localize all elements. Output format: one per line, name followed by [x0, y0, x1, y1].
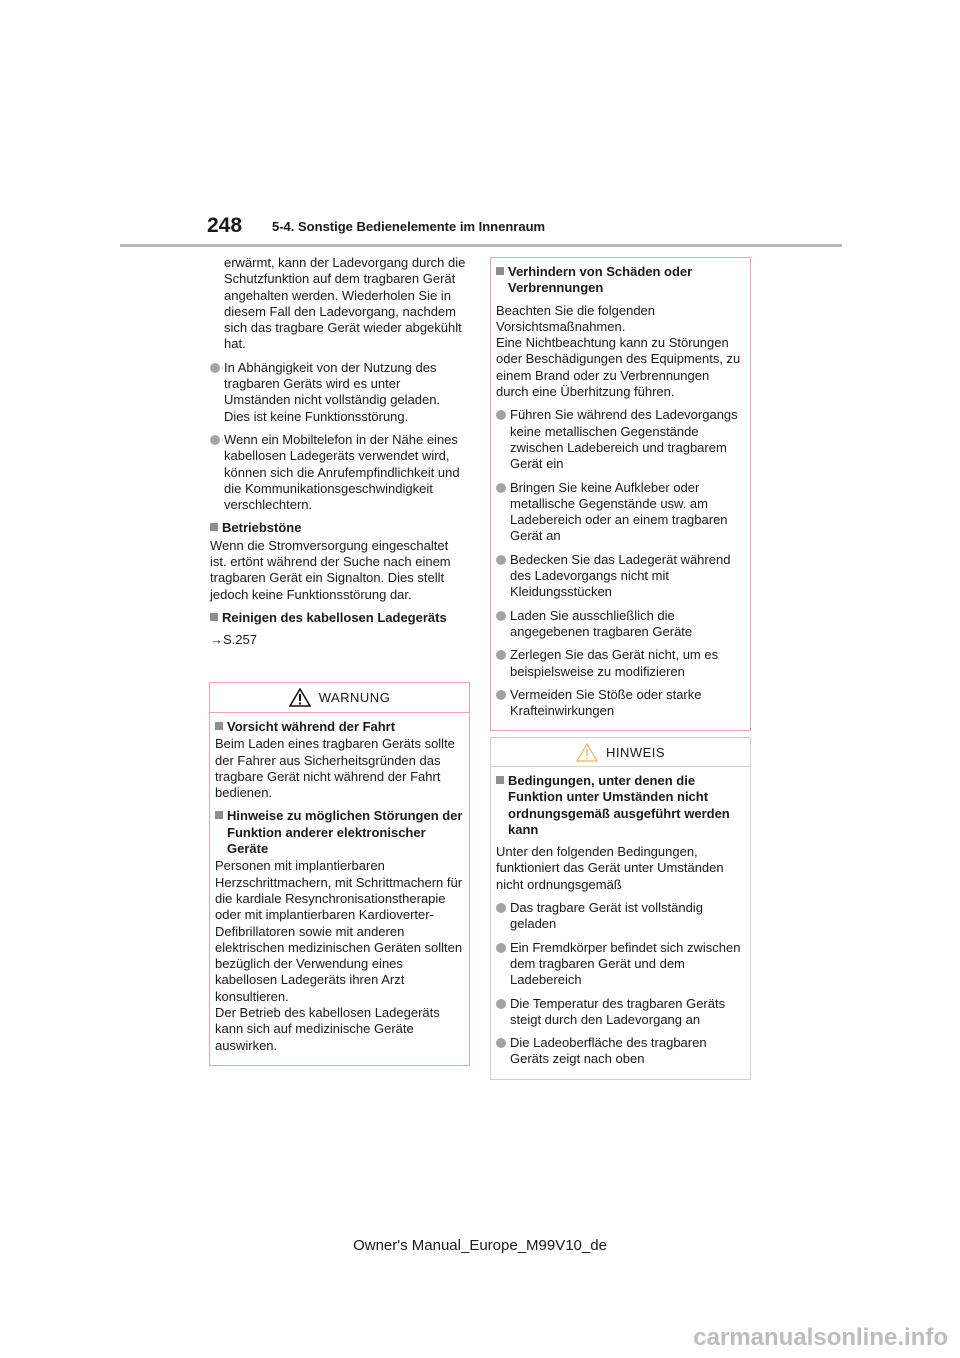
list-item: Zerlegen Sie das Gerät nicht, um es beispielsweise zu modifizieren: [496, 647, 745, 680]
warning-text: Beachten Sie die folgenden Vorsichtsmaßnahmen.: [496, 302, 656, 334]
notice-title: HINWEIS: [605, 744, 666, 760]
list-item-note: Dies ist keine Funktionsstörung.: [224, 408, 409, 424]
list-item-text: In Abhängigkeit von der Nutzung des tragbaren Geräts wird es unter Umständen nicht vollständig geladen.: [224, 359, 441, 408]
page-number: 248: [207, 214, 243, 237]
text-betriebstoene: Wenn die Stromversorgung eingeschaltet ist. ertönt während der Suche nach einem tragbaren Gerät ein Signalton. Dies stellt jedoch keine Funktionsstörung dar.: [210, 537, 451, 602]
warning-box-continued: [490, 257, 751, 731]
list-item: Führen Sie während des Ladevorgangs keine metallischen Gegenstände zwischen Ladebereich und tragbarem Gerät ein: [496, 407, 745, 472]
page-reference[interactable]: →S.257: [210, 632, 257, 648]
warning-text: Beim Laden eines tragbaren Geräts sollte der Fahrer aus Sicherheitsgründen das tragbare Gerät nicht während der Fahrt bedienen.: [215, 736, 455, 801]
warning-box: [209, 682, 470, 1066]
warning-title: WARNUNG: [318, 690, 391, 705]
section-title: 5-4. Sonstige Bedienelemente im Innenraum: [272, 219, 546, 234]
list-item: [210, 360, 468, 425]
notice-box: [490, 737, 751, 1080]
footer-manual-name: Owner's Manual_Europe_M99V10_de: [353, 1237, 607, 1254]
notice-box-header: [491, 738, 750, 767]
warning-body: [210, 713, 469, 1065]
notice-heading: Bedingungen, unter denen die Funktion unter Umständen nicht ordnungsgemäß ausgeführt werden kann: [496, 773, 745, 838]
list-item: Vermeiden Sie Stöße oder starke Krafteinwirkungen: [496, 687, 745, 720]
list-item: Ein Fremdkörper befindet sich zwischen dem tragbaren Gerät und dem Ladebereich: [496, 940, 745, 989]
warning-triangle-icon: [289, 688, 311, 707]
list-item: Bedecken Sie das Ladegerät während des Ladevorgangs nicht mit Kleidungsstücken: [496, 552, 745, 601]
heading-reinigen: Reinigen des kabellosen Ladegeräts: [210, 610, 468, 626]
header-divider: [120, 244, 842, 247]
list-item: Das tragbare Gerät ist vollständig geladen: [496, 900, 745, 933]
warning-text: Eine Nichtbeachtung kann zu Störungen oder Beschädigungen des Equipments, zu einem Brand oder zu Verbrennungen durch eine Überhitzung führen.: [496, 335, 741, 400]
warning-heading: Verhindern von Schäden oder Verbrennungen: [496, 264, 745, 297]
warning-box-header: [210, 683, 469, 713]
warning-heading: Vorsicht während der Fahrt: [215, 719, 464, 735]
warning-heading: Hinweise zu möglichen Störungen der Funktion anderer elektronischer Geräte: [215, 808, 464, 857]
heading-betriebstoene: Betriebstöne: [210, 520, 468, 536]
notice-text: Unter den folgenden Bedingungen, funktioniert das Gerät unter Umständen nicht ordnungsgemäß: [496, 844, 724, 892]
warning-continued-body: [491, 258, 750, 730]
watermark: carmanualsonline.info: [693, 1324, 948, 1351]
list-item: Die Ladeoberfläche des tragbaren Geräts zeigt nach oben: [496, 1035, 745, 1068]
notice-body: [491, 767, 750, 1079]
list-item: Laden Sie ausschließlich die angegebenen tragbaren Geräte: [496, 608, 745, 641]
intro-continued: erwärmt, kann der Ladevorgang durch die Schutzfunktion auf dem tragbaren Gerät angehalten werden. Wiederholen Sie in diesem Fall den Ladevorgang, nachdem sich das tragbare Gerät wieder abgekühlt hat.: [224, 255, 466, 352]
list-item: Wenn ein Mobiltelefon in der Nähe eines kabellosen Ladegeräts verwendet wird, können sich die Anrufempfindlichkeit und die Kommunikationsgeschwindigkeit verschlechtern.: [210, 432, 468, 513]
list-item: Bringen Sie keine Aufkleber oder metallische Gegenstände usw. am Ladebereich oder an einem tragbaren Gerät an: [496, 480, 745, 545]
warning-text: Der Betrieb des kabellosen Ladegeräts kann sich auf medizinische Geräte auswirken.: [215, 1005, 440, 1053]
notice-triangle-icon: [576, 743, 598, 762]
left-column: [210, 255, 468, 649]
warning-text: Personen mit implantierbaren Herzschrittmachern, mit Schrittmachern für die kardiale Resynchronisationstherapie oder mit implantierbaren Kardioverter-Defibrillatoren sowie mit anderen elektrischen medizinischen Geräten sollten bezüglich der Verwendung eines kabellosen Ladegeräts ihren Arzt konsultieren.: [215, 858, 463, 1004]
list-item: Die Temperatur des tragbaren Geräts steigt durch den Ladevorgang an: [496, 996, 745, 1029]
